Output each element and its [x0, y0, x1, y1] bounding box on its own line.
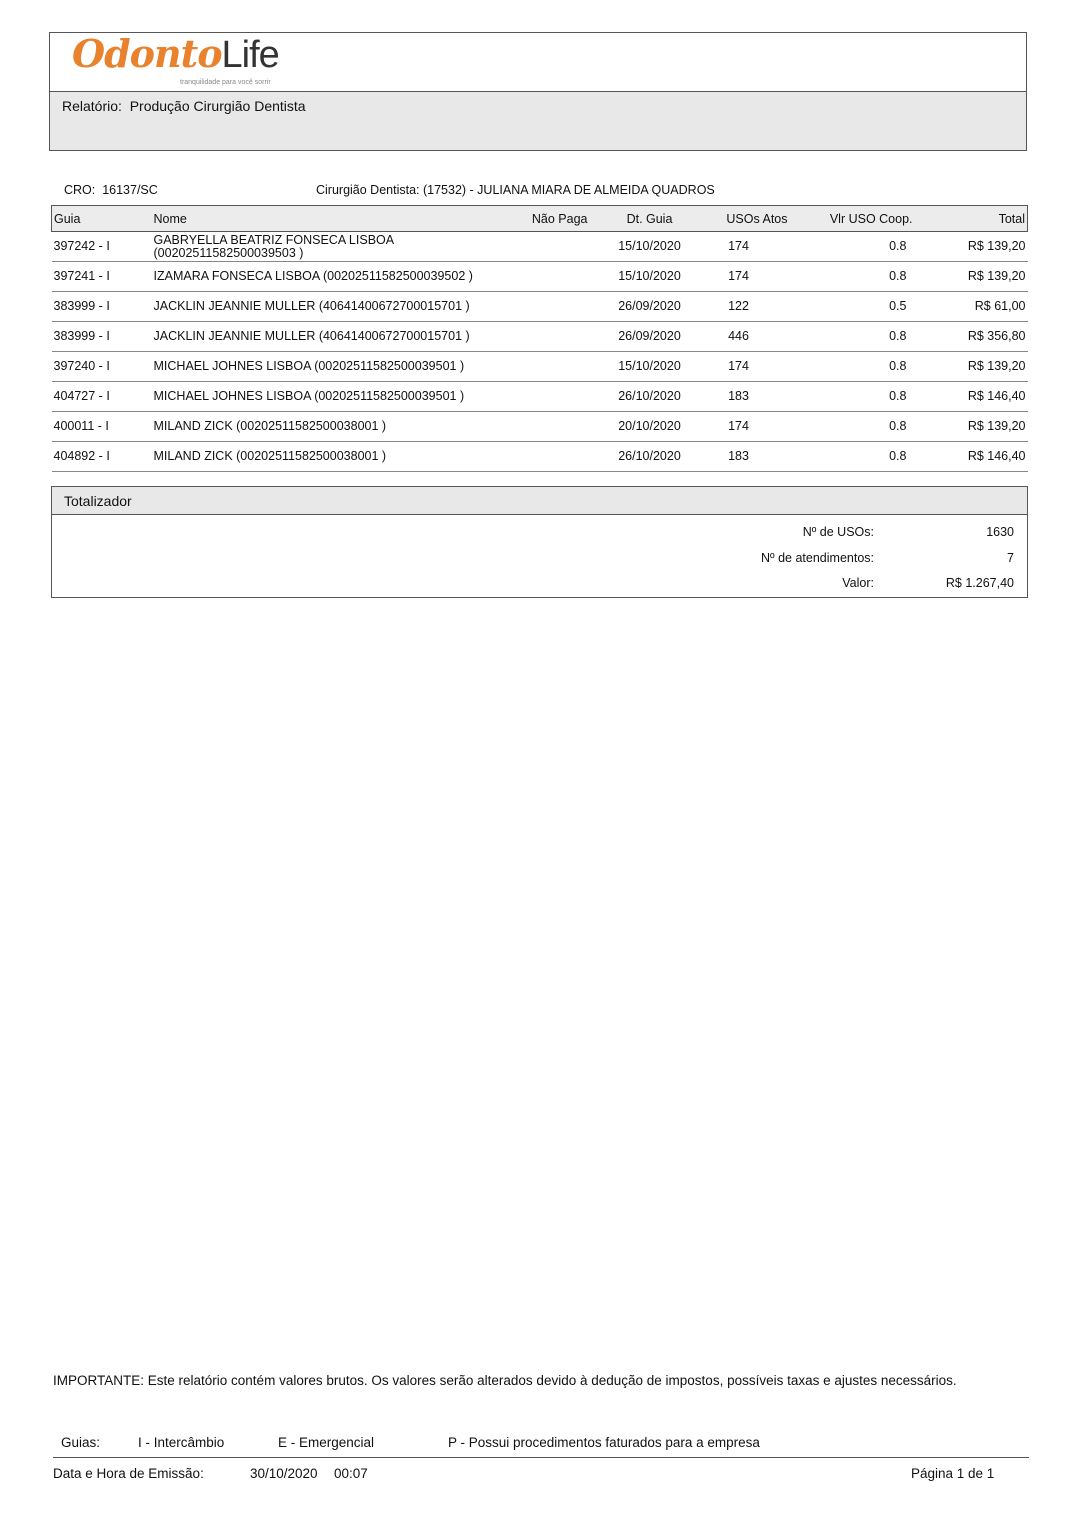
cell-total: R$ 139,20	[915, 232, 1028, 262]
cell-nao-paga	[522, 322, 590, 352]
cell-total: R$ 146,40	[915, 442, 1028, 472]
legend-label: Guias:	[61, 1435, 101, 1450]
header-total: Total	[915, 206, 1028, 232]
totalizer-title: Totalizador	[52, 487, 1027, 515]
cell-vlr-uso: 0.8	[790, 442, 915, 472]
cell-nao-paga	[522, 382, 590, 412]
cell-total: R$ 356,80	[915, 322, 1028, 352]
usos-value: 1630	[986, 525, 1014, 539]
table-row	[52, 232, 1028, 262]
cell-usos-atos: 174	[710, 352, 790, 382]
header-vlr-uso: Vlr USO Coop.	[790, 206, 915, 232]
cell-guia: 383999 - I	[52, 292, 152, 322]
production-table	[51, 205, 1028, 472]
cell-nao-paga	[522, 412, 590, 442]
header-dt-guia: Dt. Guia	[590, 206, 710, 232]
header-nao-paga: Não Paga	[522, 206, 590, 232]
table-row	[52, 382, 1028, 412]
cell-vlr-uso: 0.8	[790, 322, 915, 352]
cell-nao-paga	[522, 442, 590, 472]
cell-total: R$ 61,00	[915, 292, 1028, 322]
cell-dt-guia: 20/10/2020	[590, 412, 710, 442]
cell-dt-guia: 26/10/2020	[590, 442, 710, 472]
cell-dt-guia: 15/10/2020	[590, 262, 710, 292]
cell-dt-guia: 26/09/2020	[590, 322, 710, 352]
cell-dt-guia: 15/10/2020	[590, 232, 710, 262]
cell-nome: GABRYELLA BEATRIZ FONSECA LISBOA (00202511582500039503 )	[152, 232, 522, 262]
cell-usos-atos: 446	[710, 322, 790, 352]
page-number: Página 1 de 1	[911, 1466, 995, 1481]
report-header	[49, 32, 1027, 151]
header-guia: Guia	[52, 206, 152, 232]
cell-total: R$ 146,40	[915, 382, 1028, 412]
atend-value: 7	[1007, 551, 1014, 565]
cell-dt-guia: 26/09/2020	[590, 292, 710, 322]
cell-dt-guia: 26/10/2020	[590, 382, 710, 412]
odontolife-logo: OdontoLife	[72, 33, 279, 76]
divider	[53, 1457, 1029, 1458]
cell-vlr-uso: 0.8	[790, 262, 915, 292]
usos-label: Nº de USOs:	[802, 525, 874, 539]
cell-vlr-uso: 0.8	[790, 382, 915, 412]
logo-area	[50, 33, 1026, 92]
cell-nao-paga	[522, 352, 590, 382]
important-note: IMPORTANTE: Este relatório contém valores brutos. Os valores serão alterados devido à dedução de impostos, possíveis taxas e ajustes necessários.	[53, 1373, 957, 1388]
cell-vlr-uso: 0.5	[790, 292, 915, 322]
legend-e: E - Emergencial	[278, 1435, 375, 1450]
cell-guia: 397242 - I	[52, 232, 152, 262]
cell-nome: MILAND ZICK (00202511582500038001 )	[152, 412, 522, 442]
cell-vlr-uso: 0.8	[790, 232, 915, 262]
table-row	[52, 292, 1028, 322]
cell-vlr-uso: 0.8	[790, 412, 915, 442]
table-row	[52, 412, 1028, 442]
totalizer	[51, 486, 1028, 598]
cell-nome: JACKLIN JEANNIE MULLER (40641400672700015701 )	[152, 292, 522, 322]
cell-guia: 404727 - I	[52, 382, 152, 412]
cell-dt-guia: 15/10/2020	[590, 352, 710, 382]
atend-label: Nº de atendimentos:	[761, 551, 874, 565]
cell-usos-atos: 122	[710, 292, 790, 322]
table-row	[52, 322, 1028, 352]
valor-label: Valor:	[842, 576, 874, 590]
report-title: Relatório: Produção Cirurgião Dentista	[50, 92, 1026, 150]
cell-usos-atos: 183	[710, 442, 790, 472]
cell-nome: JACKLIN JEANNIE MULLER (40641400672700015701 )	[152, 322, 522, 352]
emission-time: 00:07	[334, 1466, 368, 1481]
dentist-info: Cirurgião Dentista: (17532) - JULIANA MIARA DE ALMEIDA QUADROS	[316, 183, 715, 197]
cell-vlr-uso: 0.8	[790, 352, 915, 382]
table-row	[52, 262, 1028, 292]
header-nome: Nome	[152, 206, 522, 232]
legend-i: I - Intercâmbio	[138, 1435, 225, 1450]
table-row	[52, 442, 1028, 472]
cell-usos-atos: 174	[710, 232, 790, 262]
cell-total: R$ 139,20	[915, 352, 1028, 382]
emission-label: Data e Hora de Emissão:	[53, 1466, 204, 1481]
cell-total: R$ 139,20	[915, 412, 1028, 442]
cro-info: CRO: 16137/SC	[64, 183, 158, 197]
cell-usos-atos: 183	[710, 382, 790, 412]
cell-usos-atos: 174	[710, 412, 790, 442]
legend-p: P - Possui procedimentos faturados para a empresa	[448, 1435, 760, 1450]
cell-nome: MICHAEL JOHNES LISBOA (00202511582500039501 )	[152, 382, 522, 412]
cell-nome: MILAND ZICK (00202511582500038001 )	[152, 442, 522, 472]
cell-guia: 383999 - I	[52, 322, 152, 352]
valor-value: R$ 1.267,40	[945, 576, 1014, 590]
cell-nao-paga	[522, 262, 590, 292]
header-usos-atos: USOs Atos	[710, 206, 790, 232]
logo-tagline: tranquilidade para você sorrir	[180, 79, 271, 86]
emission-date: 30/10/2020	[250, 1466, 318, 1481]
cell-guia: 404892 - I	[52, 442, 152, 472]
cell-nao-paga	[522, 292, 590, 322]
table-row	[52, 352, 1028, 382]
cell-total: R$ 139,20	[915, 262, 1028, 292]
cell-nome: IZAMARA FONSECA LISBOA (00202511582500039502 )	[152, 262, 522, 292]
cell-guia: 397240 - I	[52, 352, 152, 382]
cell-nome: MICHAEL JOHNES LISBOA (00202511582500039501 )	[152, 352, 522, 382]
cell-nao-paga	[522, 232, 590, 262]
cell-guia: 400011 - I	[52, 412, 152, 442]
cell-usos-atos: 174	[710, 262, 790, 292]
cell-guia: 397241 - I	[52, 262, 152, 292]
